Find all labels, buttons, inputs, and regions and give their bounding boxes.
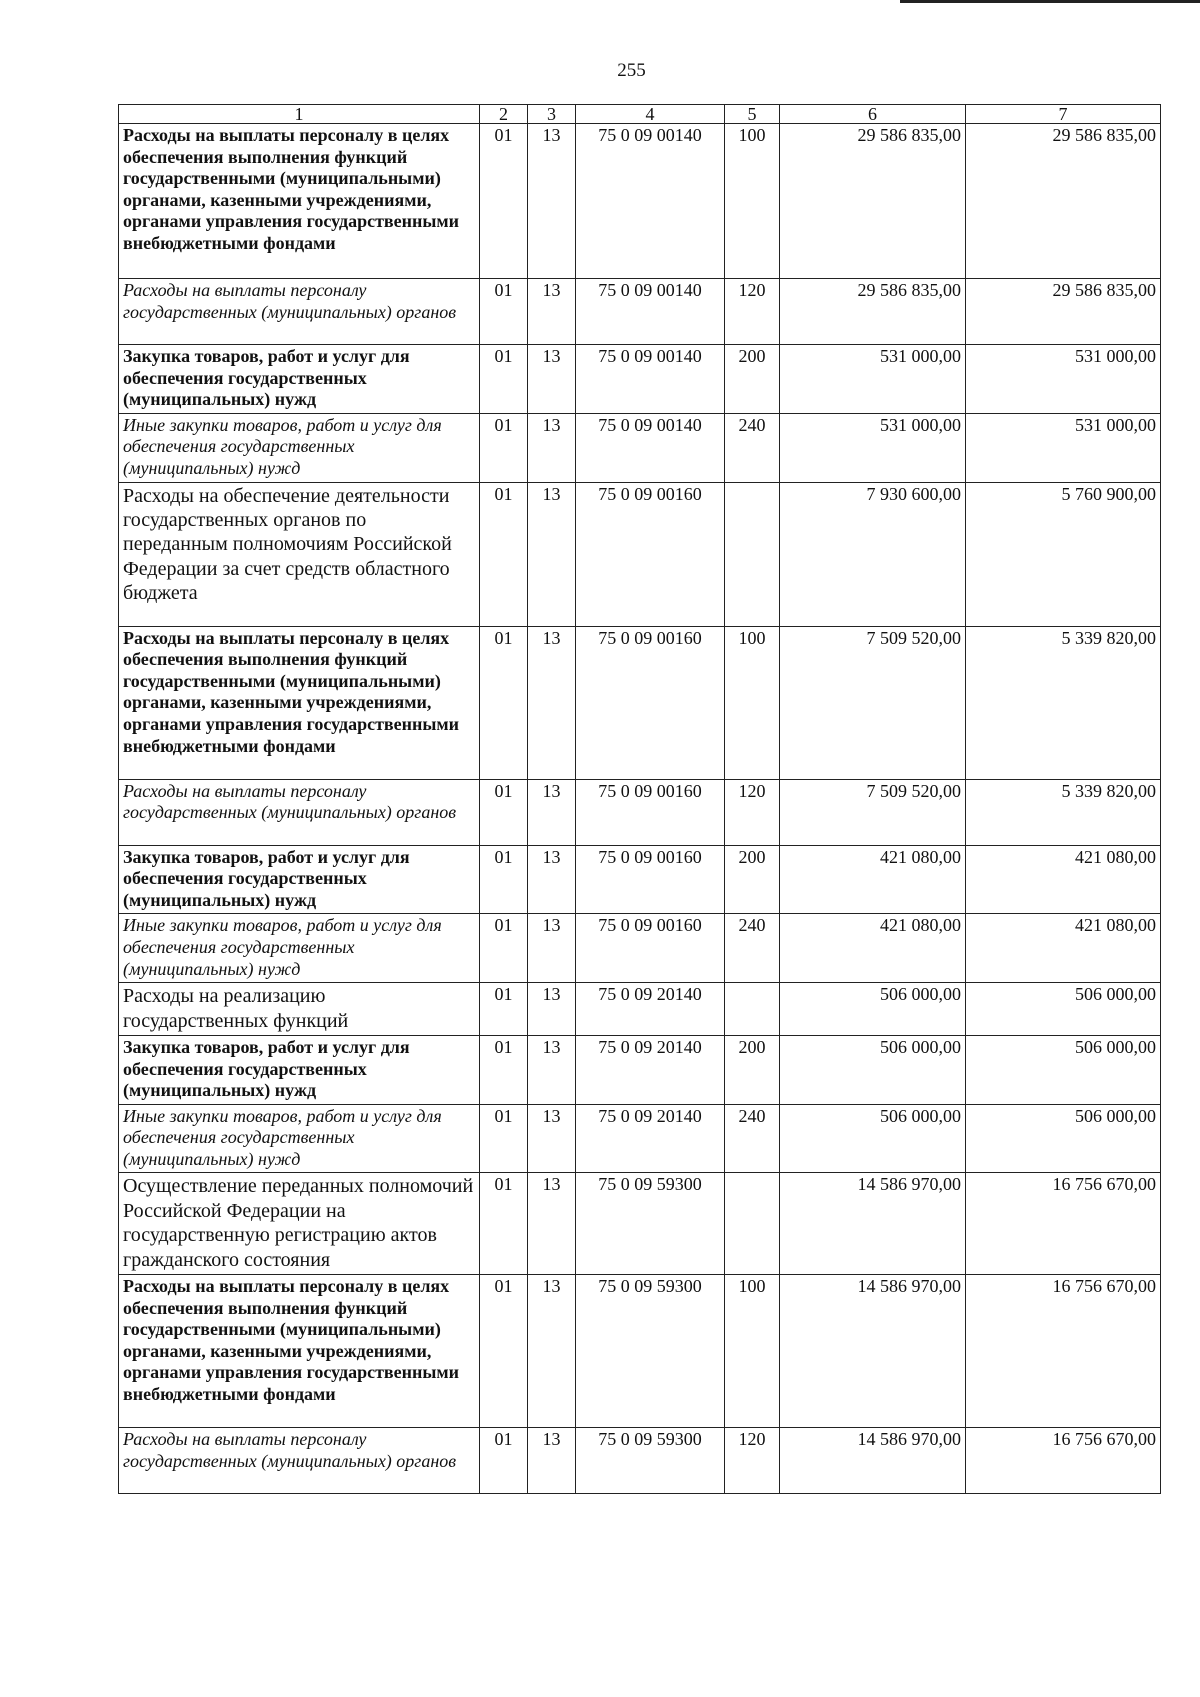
row-target-code-cell: 75 0 09 00140 — [576, 279, 725, 345]
table-row — [119, 413, 1161, 482]
table-row — [119, 124, 1161, 279]
row-amount-year1-cell: 29 586 835,00 — [780, 279, 966, 345]
row-section-cell: 01 — [480, 413, 528, 482]
table-row — [119, 1035, 1161, 1104]
row-target-code-cell: 75 0 09 00160 — [576, 482, 725, 626]
row-amount-year2-cell: 16 756 670,00 — [966, 1275, 1161, 1428]
row-name-cell: Расходы на выплаты персоналу государственных (муниципальных) органов — [119, 1428, 480, 1494]
row-section-cell: 01 — [480, 1428, 528, 1494]
row-section-cell: 01 — [480, 482, 528, 626]
row-amount-year2-cell: 531 000,00 — [966, 413, 1161, 482]
row-amount-year2-cell: 5 339 820,00 — [966, 626, 1161, 779]
row-name-cell: Закупка товаров, работ и услуг для обеспечения государственных (муниципальных) нужд — [119, 1035, 480, 1104]
row-amount-year1-cell: 7 509 520,00 — [780, 626, 966, 779]
row-name-cell: Расходы на выплаты персоналу государственных (муниципальных) органов — [119, 779, 480, 845]
row-section-cell: 01 — [480, 1104, 528, 1173]
row-subsection-cell: 13 — [528, 1173, 576, 1275]
row-subsection-cell: 13 — [528, 345, 576, 414]
row-amount-year1-cell: 506 000,00 — [780, 983, 966, 1036]
row-expense-type-cell: 100 — [725, 124, 780, 279]
header-col-7: 7 — [966, 105, 1161, 124]
row-target-code-cell: 75 0 09 59300 — [576, 1275, 725, 1428]
row-expense-type-cell: 120 — [725, 779, 780, 845]
row-expense-type-cell — [725, 1173, 780, 1275]
row-amount-year2-cell: 5 760 900,00 — [966, 482, 1161, 626]
row-expense-type-cell: 240 — [725, 1104, 780, 1173]
row-section-cell: 01 — [480, 124, 528, 279]
row-target-code-cell: 75 0 09 20140 — [576, 983, 725, 1036]
row-amount-year2-cell: 29 586 835,00 — [966, 124, 1161, 279]
row-section-cell: 01 — [480, 626, 528, 779]
row-subsection-cell: 13 — [528, 914, 576, 983]
row-target-code-cell: 75 0 09 00140 — [576, 413, 725, 482]
row-section-cell: 01 — [480, 914, 528, 983]
row-expense-type-cell: 240 — [725, 914, 780, 983]
header-col-2: 2 — [480, 105, 528, 124]
row-expense-type-cell: 100 — [725, 626, 780, 779]
table-row — [119, 845, 1161, 914]
row-name-cell: Иные закупки товаров, работ и услуг для обеспечения государственных (муниципальных) нужд — [119, 914, 480, 983]
row-amount-year2-cell: 531 000,00 — [966, 345, 1161, 414]
row-subsection-cell: 13 — [528, 1428, 576, 1494]
table-row — [119, 1104, 1161, 1173]
row-target-code-cell: 75 0 09 59300 — [576, 1428, 725, 1494]
table-row — [119, 983, 1161, 1036]
table-row — [119, 1275, 1161, 1428]
row-target-code-cell: 75 0 09 00160 — [576, 626, 725, 779]
row-section-cell: 01 — [480, 279, 528, 345]
row-target-code-cell: 75 0 09 20140 — [576, 1104, 725, 1173]
row-amount-year1-cell: 14 586 970,00 — [780, 1428, 966, 1494]
row-target-code-cell: 75 0 09 00140 — [576, 124, 725, 279]
header-col-4: 4 — [576, 105, 725, 124]
budget-table — [118, 104, 1161, 1494]
row-expense-type-cell: 200 — [725, 345, 780, 414]
header-col-1: 1 — [119, 105, 480, 124]
row-name-cell: Осуществление переданных полномочий Российской Федерации на государственную регистрацию актов гражданского состояния — [119, 1173, 480, 1275]
row-target-code-cell: 75 0 09 00160 — [576, 845, 725, 914]
row-amount-year1-cell: 421 080,00 — [780, 914, 966, 983]
table-row — [119, 345, 1161, 414]
row-name-cell: Расходы на реализацию государственных функций — [119, 983, 480, 1036]
row-target-code-cell: 75 0 09 00160 — [576, 779, 725, 845]
page-number: 255 — [617, 60, 646, 81]
row-amount-year1-cell: 7 930 600,00 — [780, 482, 966, 626]
row-section-cell: 01 — [480, 1275, 528, 1428]
row-name-cell: Иные закупки товаров, работ и услуг для обеспечения государственных (муниципальных) нужд — [119, 1104, 480, 1173]
row-amount-year1-cell: 7 509 520,00 — [780, 779, 966, 845]
row-subsection-cell: 13 — [528, 779, 576, 845]
row-section-cell: 01 — [480, 1173, 528, 1275]
table-row — [119, 1428, 1161, 1494]
row-amount-year2-cell: 421 080,00 — [966, 914, 1161, 983]
row-name-cell: Расходы на выплаты персоналу в целях обеспечения выполнения функций государственными (муниципальными) органами, казенными учреждениями, органами управления государственными внебюджетными фондами — [119, 626, 480, 779]
header-col-6: 6 — [780, 105, 966, 124]
row-subsection-cell: 13 — [528, 124, 576, 279]
row-section-cell: 01 — [480, 779, 528, 845]
row-name-cell: Расходы на выплаты персоналу в целях обеспечения выполнения функций государственными (муниципальными) органами, казенными учреждениями, органами управления государственными внебюджетными фондами — [119, 1275, 480, 1428]
table-row — [119, 779, 1161, 845]
row-section-cell: 01 — [480, 1035, 528, 1104]
row-amount-year1-cell: 506 000,00 — [780, 1035, 966, 1104]
row-subsection-cell: 13 — [528, 1035, 576, 1104]
scan-edge-mark — [900, 0, 1200, 3]
row-subsection-cell: 13 — [528, 413, 576, 482]
row-amount-year2-cell: 506 000,00 — [966, 983, 1161, 1036]
row-amount-year1-cell: 29 586 835,00 — [780, 124, 966, 279]
row-amount-year1-cell: 531 000,00 — [780, 345, 966, 414]
row-name-cell: Расходы на выплаты персоналу в целях обеспечения выполнения функций государственными (муниципальными) органами, казенными учреждениями, органами управления государственными внебюджетными фондами — [119, 124, 480, 279]
row-target-code-cell: 75 0 09 00140 — [576, 345, 725, 414]
table-row — [119, 1173, 1161, 1275]
row-amount-year2-cell: 506 000,00 — [966, 1035, 1161, 1104]
table-body — [119, 124, 1161, 1494]
row-target-code-cell: 75 0 09 00160 — [576, 914, 725, 983]
row-subsection-cell: 13 — [528, 845, 576, 914]
row-expense-type-cell: 200 — [725, 1035, 780, 1104]
row-expense-type-cell — [725, 482, 780, 626]
row-section-cell: 01 — [480, 845, 528, 914]
row-subsection-cell: 13 — [528, 1104, 576, 1173]
row-name-cell: Расходы на обеспечение деятельности государственных органов по переданным полномочиям Российской Федерации за счет средств областного бюджета — [119, 482, 480, 626]
row-amount-year1-cell: 421 080,00 — [780, 845, 966, 914]
row-expense-type-cell — [725, 983, 780, 1036]
header-col-3: 3 — [528, 105, 576, 124]
row-expense-type-cell: 100 — [725, 1275, 780, 1428]
row-amount-year2-cell: 5 339 820,00 — [966, 779, 1161, 845]
table-row — [119, 279, 1161, 345]
row-name-cell: Расходы на выплаты персоналу государственных (муниципальных) органов — [119, 279, 480, 345]
row-target-code-cell: 75 0 09 59300 — [576, 1173, 725, 1275]
row-amount-year2-cell: 16 756 670,00 — [966, 1173, 1161, 1275]
row-amount-year2-cell: 16 756 670,00 — [966, 1428, 1161, 1494]
row-amount-year1-cell: 531 000,00 — [780, 413, 966, 482]
row-expense-type-cell: 200 — [725, 845, 780, 914]
row-target-code-cell: 75 0 09 20140 — [576, 1035, 725, 1104]
table-row — [119, 482, 1161, 626]
table-row — [119, 914, 1161, 983]
row-subsection-cell: 13 — [528, 279, 576, 345]
row-amount-year1-cell: 14 586 970,00 — [780, 1173, 966, 1275]
table-row — [119, 626, 1161, 779]
header-col-5: 5 — [725, 105, 780, 124]
row-subsection-cell: 13 — [528, 482, 576, 626]
row-expense-type-cell: 120 — [725, 1428, 780, 1494]
row-amount-year1-cell: 506 000,00 — [780, 1104, 966, 1173]
row-expense-type-cell: 240 — [725, 413, 780, 482]
row-subsection-cell: 13 — [528, 983, 576, 1036]
row-name-cell: Закупка товаров, работ и услуг для обеспечения государственных (муниципальных) нужд — [119, 845, 480, 914]
row-expense-type-cell: 120 — [725, 279, 780, 345]
row-amount-year2-cell: 421 080,00 — [966, 845, 1161, 914]
row-name-cell: Иные закупки товаров, работ и услуг для обеспечения государственных (муниципальных) нужд — [119, 413, 480, 482]
row-subsection-cell: 13 — [528, 1275, 576, 1428]
row-amount-year2-cell: 29 586 835,00 — [966, 279, 1161, 345]
row-amount-year2-cell: 506 000,00 — [966, 1104, 1161, 1173]
row-section-cell: 01 — [480, 345, 528, 414]
row-name-cell: Закупка товаров, работ и услуг для обеспечения государственных (муниципальных) нужд — [119, 345, 480, 414]
row-section-cell: 01 — [480, 983, 528, 1036]
row-subsection-cell: 13 — [528, 626, 576, 779]
row-amount-year1-cell: 14 586 970,00 — [780, 1275, 966, 1428]
header-row — [119, 105, 1161, 124]
